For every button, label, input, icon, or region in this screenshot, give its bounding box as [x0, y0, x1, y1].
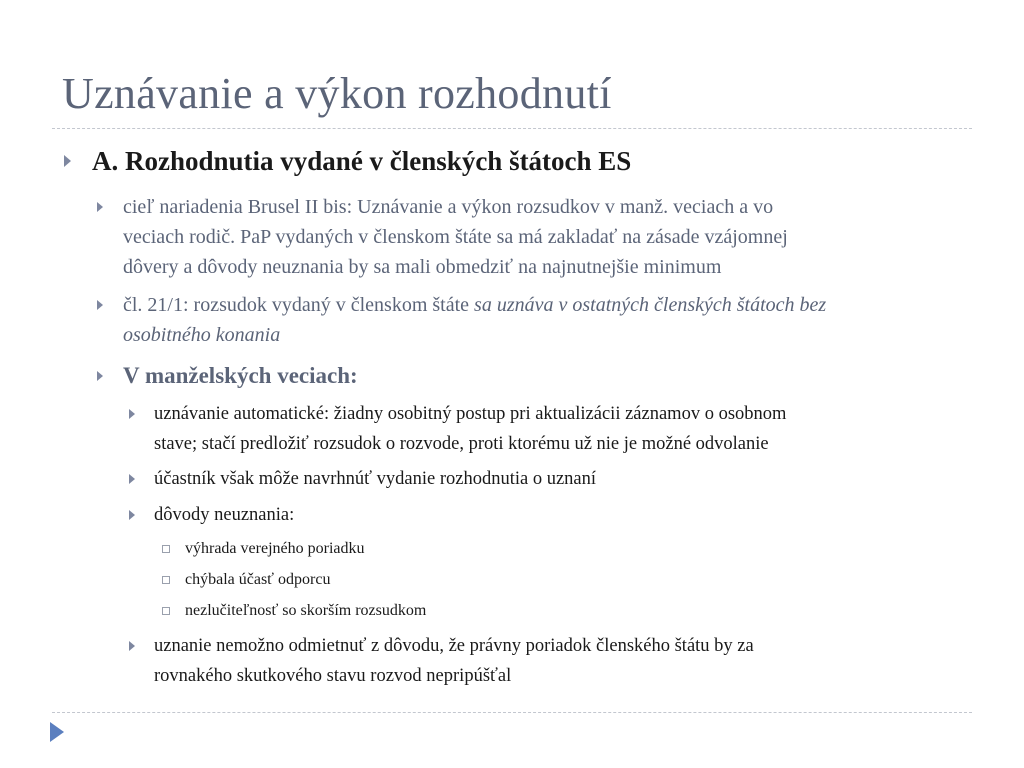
- ground-2: chýbala účasť odporcu: [185, 571, 331, 588]
- sub-item-3: dôvody neuznania:: [154, 505, 295, 525]
- item-2-line-1: [123, 290, 826, 320]
- bullet-arrow-icon: [129, 409, 135, 419]
- sub-item-4-line-1: uznanie nemožno odmietnuť z dôvodu, že právny poriadok členského štátu by za: [154, 636, 754, 656]
- bullet-arrow-icon: [97, 202, 103, 212]
- slide-title: Uznávanie a výkon rozhodnutí: [62, 69, 612, 118]
- bullet-arrow-icon: [64, 155, 71, 167]
- sub-item-1-line-1: uznávanie automatické: žiadny osobitný postup pri aktualizácii záznamov o osobnom: [154, 404, 787, 424]
- section-heading: A. Rozhodnutia vydané v členských štátoch ES: [92, 146, 632, 176]
- top-divider: [52, 128, 972, 129]
- checkbox-square-icon: [162, 545, 170, 553]
- item-2-italic-cont: osobitného konania: [123, 324, 281, 346]
- item-2-italic: sa uznáva v ostatných členských štátoch bez: [474, 294, 827, 316]
- bullet-arrow-icon: [97, 371, 103, 381]
- bullet-arrow-icon: [129, 474, 135, 484]
- ground-1: výhrada verejného poriadku: [185, 540, 365, 557]
- bullet-arrow-icon: [97, 300, 103, 310]
- item-2-plain: čl. 21/1: rozsudok vydaný v členskom štáte: [123, 294, 475, 316]
- checkbox-square-icon: [162, 607, 170, 615]
- bullet-arrow-icon: [129, 641, 135, 651]
- bullet-arrow-icon: [129, 510, 135, 520]
- item-1-line-1: cieľ nariadenia Brusel II bis: Uznávanie a výkon rozsudkov v manž. veciach a vo: [123, 196, 774, 218]
- subheading-marital: V manželských veciach:: [123, 363, 358, 388]
- sub-item-4-line-2: rovnakého skutkového stavu rozvod nepripúšťal: [154, 666, 512, 686]
- item-2-line-2: [123, 320, 280, 350]
- bottom-divider: [52, 712, 972, 713]
- item-1-line-2: veciach rodič. PaP vydaných v členskom štáte sa má zakladať na zásade vzájomnej: [123, 226, 788, 248]
- next-slide-arrow-icon[interactable]: [50, 722, 64, 742]
- ground-3: nezlučiteľnosť so skorším rozsudkom: [185, 602, 427, 619]
- sub-item-1-line-2: stave; stačí predložiť rozsudok o rozvode, proti ktorému už nie je možné odvolanie: [154, 434, 769, 454]
- checkbox-square-icon: [162, 576, 170, 584]
- item-1-line-3: dôvery a dôvody neuznania by sa mali obmedziť na najnutnejšie minimum: [123, 256, 722, 278]
- sub-item-2: účastník však môže navrhnúť vydanie rozhodnutia o uznaní: [154, 469, 597, 489]
